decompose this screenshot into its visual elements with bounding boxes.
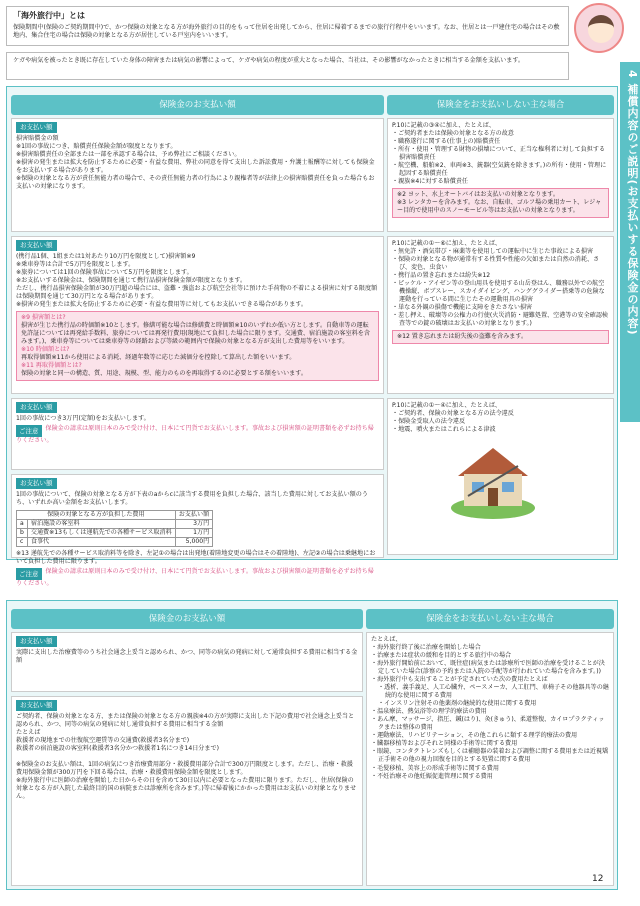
header-pay: 保険金のお支払い額 (11, 95, 384, 115)
list-item: ・ピッケル・アイゼン等の登山用具を使用する山岳登はん、職務以外での航空機操縦、ボブスレー、スカイダイビング、ハンググライダー搭乗等の危険な運動を行っている間に生じたその運動用具の損害 (392, 280, 605, 304)
text: 保険の対象と同一の構造、質、用途、規模、型、能力のものを再取得するのに必要とする額をいいます。 (21, 370, 307, 378)
text: ※11 再取得価額とは? (21, 361, 82, 369)
text: 損害が生じた携行品の時価額※10とします。修繕可能な場合は修繕費と時価額※10のいずれか低い方とします。自動車等の運転免許証については再発給手数料、旅券については再発行費用(現地にて負担した場合に限ります。交通費、宿泊施設の客室料を含みます。)、乗車券等については乗車券等の経路および等級の範囲内で保険の対象となる方が支出した費用等をいいます。 (21, 321, 370, 345)
caution-text: 保険金の請求は原則日本のみで受け付け、日本にて円貨でお支払いします。事故および損害額の証明書類を必ずお持ち帰りください。 (16, 424, 374, 445)
text: ※損害賠償責任の全部または一部を承認する場合は、予め弊社にご相談ください。 (16, 150, 241, 158)
text: P.10に記載の③④に加え、たとえば、 (392, 122, 495, 129)
nopay-panel-4 (366, 632, 614, 886)
text: P.10に記載の①〜④に加え、たとえば、 (392, 402, 502, 409)
amount-tag: お支払い額 (16, 478, 57, 489)
list-item: ・臓器移植等およびそれと同様の手術等に関する費用 (371, 740, 518, 748)
list-item: ・親族※4に対する賠償責任 (392, 178, 469, 186)
pay-panel-4 (11, 474, 384, 588)
table-header: 保険の対象となる方が負担した費用 (17, 510, 176, 519)
list-item: ・所有・使用・管理する財物の損壊について、正当な権利者に対して負担する損害賠償責任 (392, 146, 606, 162)
list-item: ・航空機、船舶※2、車両※3、銃器(空気銃を除きます。)の所有・使用・管理に起因する賠償責任 (392, 162, 607, 178)
list-item: ・毛髪移植、美容上の形成手術等に関する費用 (371, 764, 499, 772)
note-box (6, 52, 569, 80)
text: ※3 レンタカーを含みます。なお、自転車、ゴルフ場の乗用カート、レジャー目的で使用中のスノーモービル等はお支払いの対象となります。 (397, 199, 602, 215)
list-item: ・透析、義手義足、人工心臓弁、ペースメーカ、人工肛門、車椅子その他器具等の継続的な使用に関する費用 (378, 684, 609, 700)
pay-panel-5 (11, 632, 363, 692)
text: 再取得価額※11から使用による消耗、経過年数等に応じた減価分を控除して算出した額をいいます。 (21, 353, 296, 361)
definition-box (16, 311, 379, 381)
list-item: ・治療または症状の緩和を目的とする旅行中の場合 (371, 652, 512, 660)
text: (携行品1個、1組または1対あたり10万円を限度として)損害額※9 (16, 252, 196, 260)
footnote-box (392, 188, 609, 218)
pay-panel-3 (11, 398, 384, 470)
list-item: ・単なる外観の損傷で機能に支障をきたさない損害 (392, 304, 533, 312)
text: ※13 递航先での各種サービス取消料等を除き、左記①の場合は出発地(着陸地変更の場合はその着陸地)、左記②の場合は乗継地において負担した費用に限ります。 (16, 549, 376, 565)
overseas-travel-definition-box (6, 6, 569, 46)
footnote-box: ※12 置き忘れまたは紛失後の盗難を含みます。 (392, 330, 609, 344)
text: ※お支払いする保険金は、保険期間を通じて携行品損害保険金額が限度となります。 (16, 276, 247, 284)
caution-text: 保険金の請求は原則日本のみで受け付け、日本にて円貨でお支払いします。事故および損害額の証明書類を必ずお持ち帰りください。 (16, 567, 374, 588)
list-item: ・温泉療法、熱気浴等の理学的療法の費用 (371, 708, 487, 716)
text: ※海外旅行中に医師の治療を開始した日からその日を含めて30日以内に必要となった費用に限ります。ただし、住居(保険の対象となる方が入院した最終目的国の病院または診療所を含みます。)等に帰着後にかかった費用はお支払いの対象となりません。 (16, 776, 357, 800)
caution-badge: ご注意 (16, 568, 42, 581)
list-item: ・職務遂行に関する(仕事上の)賠償責任 (392, 138, 501, 146)
amount-tag: お支払い額 (16, 636, 57, 647)
definition-title: 「海外旅行中」とは (13, 11, 85, 20)
text: ※損害の発生または拡大を防止するために必要・有益な費用等に対してもお支払いできる場合があります。 (16, 300, 308, 308)
pay-panel-6 (11, 696, 363, 886)
header-nopay: 保険金をお支払いしない主な場合 (366, 609, 614, 629)
text: ※旅券については1回の保険事故について5万円を限度とします。 (16, 268, 193, 276)
text: ※保険金のお支払い額は、1回の病気につき治療費用部分・救援費用部分合計で300万円限度とします。ただし、治療・救援費用保険金額が300万円を下回る場合は、治療・救援費用保険金額を限度とします。 (16, 760, 353, 776)
table-row: c 食事代 5,000円 (17, 537, 213, 546)
list-item: ・海外旅行中も支出することが予定されていた次の費用たとえば (371, 676, 548, 684)
text: たとえば (16, 728, 41, 736)
list-item: ・不妊治療その他妊娠促進管理に関する費用 (371, 772, 493, 780)
house-illustration-icon (448, 436, 538, 521)
text: たとえば、 (371, 636, 402, 643)
list-item: ・海外旅行開始前において、既往症(病気または診療所で医師の治療を受けることが決定していた場合(診察の予約または入院の手配等が行われていた場合を含みます。)) (371, 660, 605, 676)
text: ご契約者、保険の対象となる方、または保険の対象となる方の親族※4の方が実際に支出した下記の費用で社会通念上妥当と認められ、かつ、同等の病気の発病に対し通常負担する費用に相当する金額 (16, 712, 355, 728)
avatar-illustration-icon (574, 3, 624, 53)
table-header: お支払い額 (175, 510, 212, 519)
nopay-panel-1 (387, 118, 614, 232)
list-item: ・ご契約者、保険の対象となる方の法令違反 (392, 410, 514, 418)
definition-text: 保険期間中(保険のご契約期間中)で、かつ保険の対象となる方が海外旅行の目的をもって住居を出発してから、住居に帰着するまでの旅行行程中をいいます。なお、住居とは一戸建住宅の場合はその敷地内、集合住宅の場合は保険の対象となる方が居住している戸室内をいいます。 (13, 23, 560, 39)
amount-tag: お支払い額 (16, 240, 57, 251)
text: ※保険の対象となる方が責任無能力者の場合で、その責任無能力者の行為により親権者等が法律上の損害賠償責任を負った場合もお支払いの対象になります。 (16, 174, 375, 190)
nopay-panel-2 (387, 236, 614, 394)
text: 救援者の宿泊施設の客室料(救援者3名分かつ救援者1名につき14日分まで) (16, 744, 219, 752)
text: 1回の事故について、保険の対象となる方が下表のaからcに該当する費用を負担した場合、該当した費用に対してお支払い額のうち、いずれか高い金額をお支払いします。 (16, 490, 368, 506)
list-item: ・海外旅行終了後に治療を開始した場合 (371, 644, 481, 652)
text: ※9 損害額とは? (21, 313, 66, 321)
table-row: a 宿泊施設の客室料 3万円 (17, 519, 213, 528)
amount-tag: お支払い額 (16, 402, 57, 413)
header-nopay: 保険金をお支払いしない主な場合 (387, 95, 614, 115)
text: ※10 時価額とは? (21, 345, 70, 353)
text: 1回の事故につき3万円(定額)をお支払いします。 (16, 414, 150, 422)
pay-panel-2 (11, 236, 384, 394)
page-number: 12 (592, 874, 604, 884)
text: 実際に支出した治療費等のうち社会通念上妥当と認められ、かつ、同等の病気の発病に対して通常負担する費用に相当する金額 (16, 648, 358, 664)
fee-table (16, 510, 213, 547)
pay-panel-1 (11, 118, 384, 232)
text: ※乗車券等は合計で5万円を限度とします。 (16, 260, 135, 268)
list-item: ・インスリン注射その他薬剤の継続的な使用に関する費用 (378, 700, 537, 708)
note-text: ケガや病気を被ったとき既に存在していた身体の障害または病気の影響によって、ケガや病気の程度が重大となった場合、当社は、その影響がなかったときに相当する金額を支払います。 (13, 57, 525, 64)
text: ただし、携行品損害保険金額が30万円超の場合には、盗難・強盗および航空会社等に預けた手荷物の不着による損害に対する限度額は保険期間を通じて30万円となる場合があります。 (16, 284, 378, 300)
list-item: ・携行品の置き忘れまたは紛失※12 (392, 272, 491, 280)
text: 救援者の現地までの往復航空運賃等の交通費(救援者3名分まで) (16, 736, 190, 744)
header-pay: 保険金のお支払い額 (11, 609, 363, 629)
side-tab: 4 補償内容のご説明(お支払いする保険金の内容) (620, 62, 640, 422)
text: ※損害の発生または拡大を防止するために必要・有益な費用、弊社の同意を得て支出した訴訟費用・弁護士報酬等に対しても保険金をお支払いする場合があります。 (16, 158, 375, 174)
list-item: ・無免許・酒気帯び・麻薬等を使用しての運転中に生じた事故による損害 (392, 248, 594, 256)
list-item: ・差し押え、破壊等の公権力の行使(火災消防・避難処置、空港等の安全確認検査等での錠の破壊はお支払いの対象となります。) (392, 312, 609, 328)
amount-tag: お支払い額 (16, 122, 57, 133)
table-row: b 交通費※13もしくは递航先での各種サービス取消料 1万円 (17, 528, 213, 537)
list-item: ・保険金受取人の法令違反 (392, 418, 466, 426)
caution-badge: ご注意 (16, 425, 42, 438)
list-item: ・地震、噴火またはこれらによる津波 (392, 426, 496, 434)
list-item: ・運動療法、リハビリテーション、その他これらに類する理学的療法の費用 (371, 732, 578, 740)
list-item: ・眼鏡、コンタクトレンズもしくは補聴器の装着および調整に関する費用または近視矯正手術その他の視力回復を目的とする処置に関する費用 (371, 748, 609, 764)
text: 損害賠償金の額 (16, 134, 59, 142)
list-item: ・あん摩、マッサージ、指圧、鍼(はり)、灸(きゅう)、柔道整復、カイロプラクティックまたは整体の費用 (371, 716, 605, 732)
list-item: ・ご契約者または保険の対象となる方の故意 (392, 130, 514, 138)
text: ※2 ヨット、水上オートバイはお支払いの対象となります。 (397, 191, 559, 199)
amount-tag: お支払い額 (16, 700, 57, 711)
text: P.10に記載の①〜⑥に加え、たとえば、 (392, 240, 502, 247)
text: ※1回の事故につき、賠償責任保険金額が限度となります。 (16, 142, 177, 150)
section-2 (6, 600, 618, 890)
list-item: ・保険の対象となる物が通常有する性質や性能の欠如または自然の消耗、さび、変色、虫食い (392, 256, 600, 272)
